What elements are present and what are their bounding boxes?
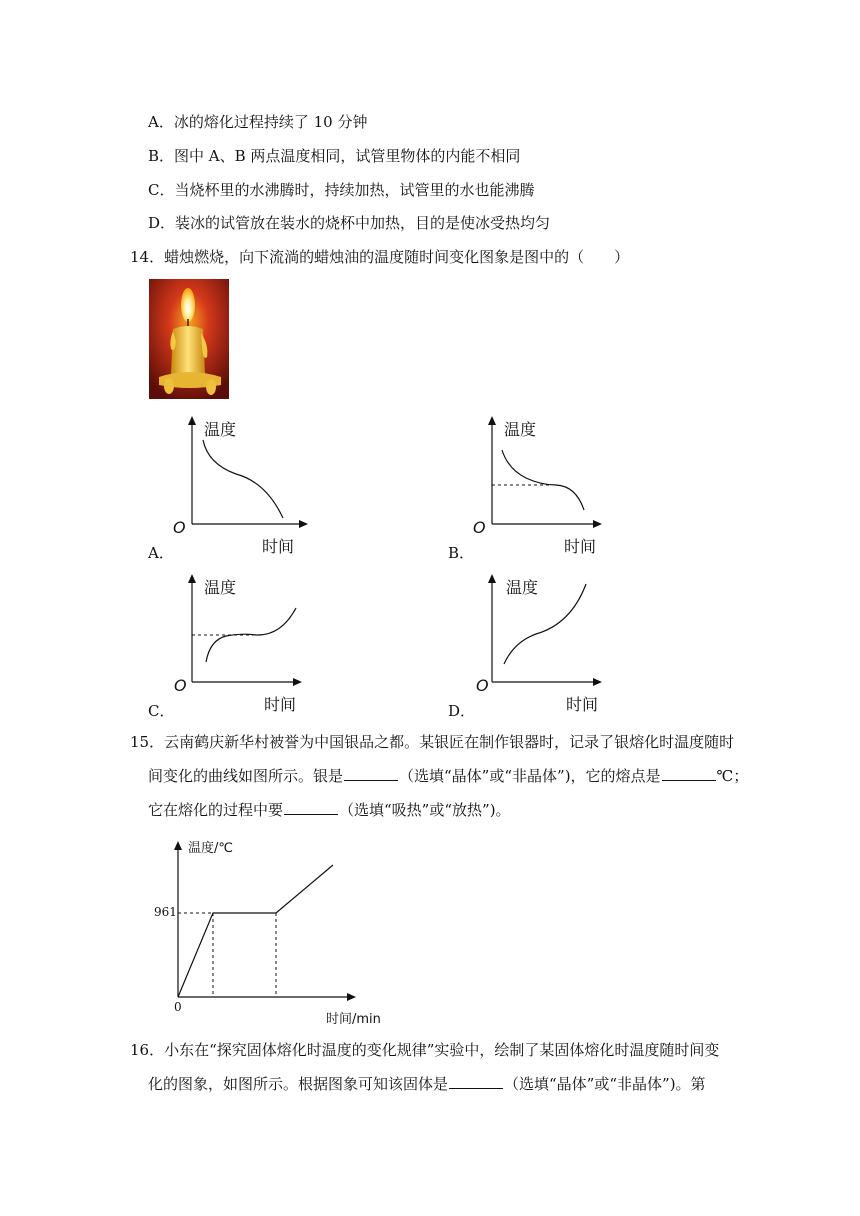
graph-d-xlabel: 时间 [566,695,599,714]
q15-line2-text-c: ℃； [716,767,749,785]
q15-line3-text-a: 它在熔化的过程中要 [148,801,284,819]
q16-line1: 16．小东在“探究固体熔化时温度的变化规律”实验中，绘制了某固体熔化时温度随时间变 [130,1041,720,1059]
q13-option-b: B．图中 A、B 两点温度相同，试管里物体的内能不相同 [148,147,521,165]
q16-line2 [148,1074,706,1094]
graph-a-letter: A． [148,544,174,562]
q15-line3 [148,800,511,820]
graph-d-ylabel: 温度 [506,578,539,597]
graph-a-ylabel: 温度 [204,420,237,439]
graph-d [446,572,616,720]
q14-stem: 14．蜡烛燃烧，向下流淌的蜡烛油的温度随时间变化图象是图中的（ ） [130,248,630,266]
graph-b [446,414,616,562]
silver-melting-graph [150,830,390,1030]
candle-image [149,279,229,399]
graph-b-letter: B． [448,544,475,562]
graph-a-xlabel: 时间 [262,537,295,556]
graph-c [146,572,316,720]
q15-blank-2[interactable] [662,766,716,781]
q13-option-a: A．冰的熔化过程持续了 10 分钟 [148,113,368,131]
silver-graph-ytick: 961 [154,905,177,919]
graph-c-ylabel: 温度 [204,578,237,597]
q15-line2-text-a: 间变化的曲线如图所示。银是 [148,767,344,785]
q15-blank-3[interactable] [284,800,338,815]
q15-line2-text-b: （选填“晶体”或“非晶体”)，它的熔点是 [399,767,661,785]
graph-d-origin: O [476,676,489,695]
q13-option-c: C．当烧杯里的水沸腾时，持续加热，试管里的水也能沸腾 [148,181,535,199]
graph-a-origin: O [173,518,186,537]
graph-c-letter: C． [148,702,175,720]
silver-graph-xlabel: 时间/min [326,1012,381,1027]
q16-line2-text-b: （选填“晶体”或“非晶体”)。第 [504,1075,706,1093]
q15-line1: 15．云南鹤庆新华村被誉为中国银品之都。某银匠在制作银器时，记录了银熔化时温度随时 [130,733,735,751]
graph-d-letter: D． [448,702,476,720]
q15-line2 [148,766,748,786]
graph-c-xlabel: 时间 [264,695,297,714]
q16-line2-text-a: 化的图象，如图所示。根据图象可知该固体是 [148,1075,449,1093]
graph-b-xlabel: 时间 [564,537,597,556]
graph-b-ylabel: 温度 [504,420,537,439]
graph-a [146,414,316,562]
q15-blank-1[interactable] [344,766,398,781]
graph-b-origin: O [473,518,486,537]
q15-line3-text-b: （选填“吸热”或“放热”)。 [339,801,511,819]
q16-blank-1[interactable] [449,1074,503,1089]
q13-option-d: D．装冰的试管放在装水的烧杯中加热，目的是使冰受热均匀 [148,214,551,232]
silver-graph-ylabel: 温度/℃ [188,841,233,856]
silver-graph-origin: 0 [174,1000,182,1014]
graph-c-origin: O [174,676,187,695]
